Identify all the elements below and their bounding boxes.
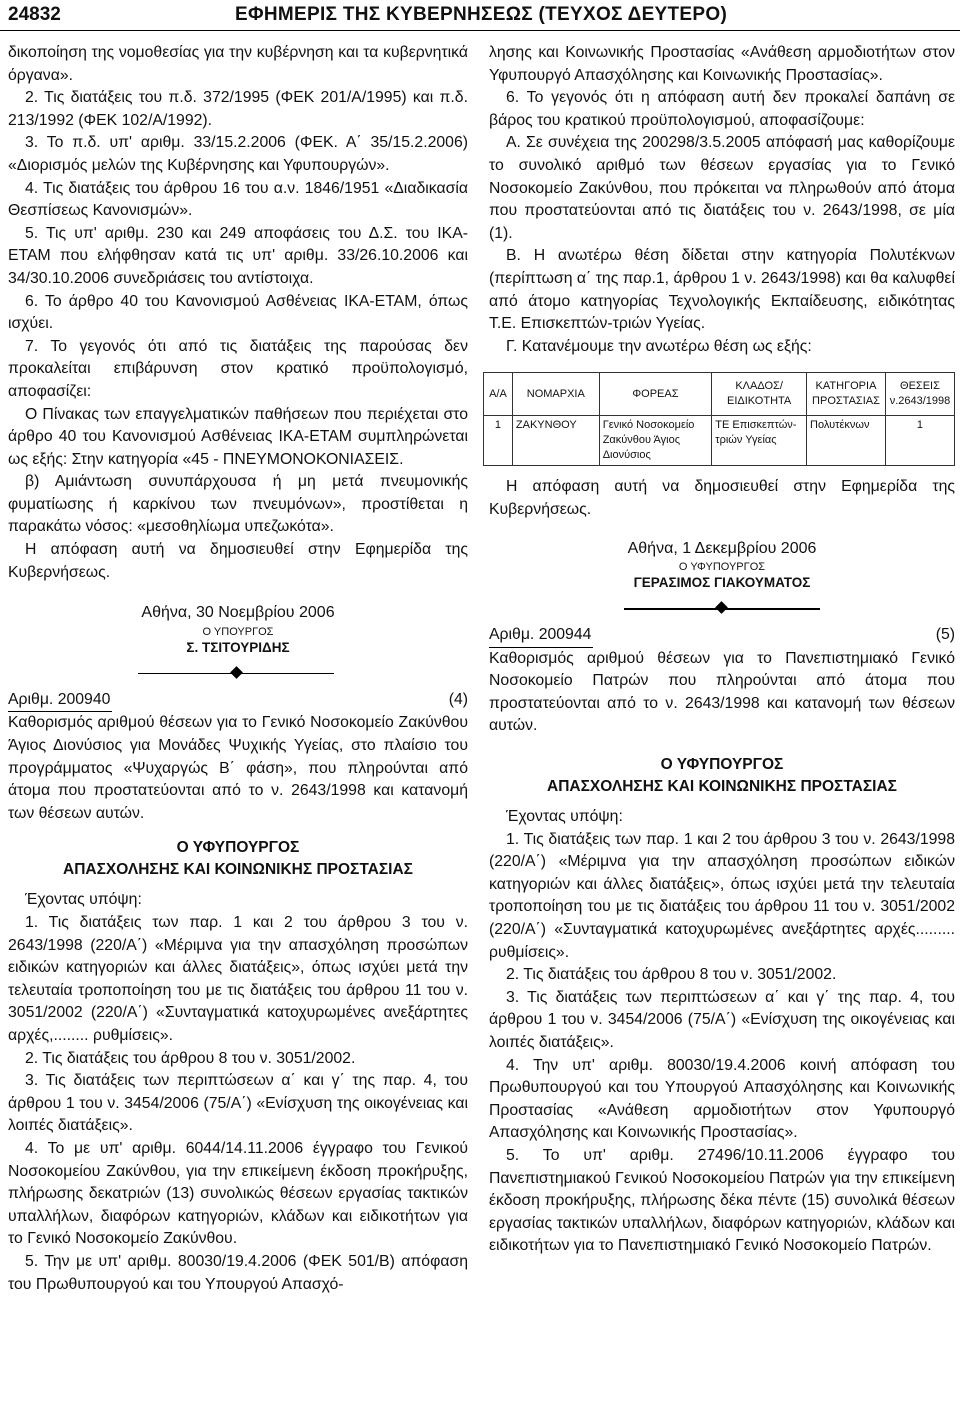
paragraph: 2. Τις διατάξεις του π.δ. 372/1995 (ΦΕΚ 201/Α/1995) και π.δ. 213/1992 (ΦΕΚ 102/Α/1992).: [8, 89, 468, 129]
decision-index: (5): [935, 626, 955, 644]
place-date: Αθήνα, 1 Δεκεμβρίου 2006: [627, 539, 817, 557]
section-separator: [8, 663, 468, 685]
paragraph: 4. Το με υπ' αριθμ. 6044/14.11.2006 έγγραφο του Γενικού Νοσοκομείου Ζακύνθου, για την επικείμενη έκδοση προκήρυξης, πλήρωσης δεκατριών (13) συνολικώς θέσεων εργασίας τακτικών υπαλλήλων, διαφόρων κατηγοριών, κλάδων και ειδικοτήτων για το Γενικό Νοσοκομείο Ζακύνθου.: [8, 1139, 468, 1248]
minister-name: ΓΕΡΑΣΙΜΟΣ ΓΙΑΚΟΥΜΑΤΟΣ: [633, 575, 811, 591]
decision-number-row: [489, 624, 955, 648]
table-cell: ΖΑΚΥΝΘΟΥ: [512, 416, 599, 466]
having-regard: Έχοντας υπόψη:: [506, 808, 623, 826]
paragraph: β) Αμιάντωση συνυπάρχουσα ή μη μετά πνευμονικής φυματίωσης ή καρκίνου των πνευμόνων», προστίθεται η παρακάτω νόσος: «μεσοθηλίωμα υπεζωκότα».: [8, 473, 468, 536]
decision-number-row: [8, 689, 468, 713]
positions-table: [483, 372, 955, 466]
diamond-icon: [230, 666, 243, 679]
minister-name: Σ. ΤΣΙΤΟΥΡΙΔΗΣ: [186, 639, 290, 655]
authority-heading: Ο ΥΦΥΠΟΥΡΓΟΣ: [176, 839, 300, 857]
page-number: 24832: [8, 4, 61, 25]
table-cell: 1: [885, 416, 954, 466]
decision-summary: Καθορισμός αριθμού θέσεων για το Γενικό Νοσοκομείο Ζακύνθου Άγιος Διονύσιος για Μονάδες Ψυχικής Υγείας, στο πλαίσιο του προγράμματος «Ψυχαργώς Β΄ φάση», που πληρούνται από άτομα που προστατεύονται από το ν. 2643/1998 και κατανομή των θέσεων αυτών.: [8, 714, 468, 822]
paragraph: 4. Την υπ' αριθμ. 80030/19.4.2006 κοινή απόφαση του Πρωθυπουργού και του Υπουργού Απασχόλησης και Κοινωνικής Προστασίας «Ανάθεση αρμοδιοτήτων στον Υφυπουργό Απασχόλησης και Κοινωνικής Προστασίας».: [489, 1056, 955, 1142]
paragraph: Α. Σε συνέχεια της 200298/3.5.2005 απόφασή μας καθορίζουμε το συνολικό αριθμό των θέσεων εργασίας για το Γενικό Νοσοκομείο Ζακύνθου, που πρόκειται να πληρωθούν από άτομα που προστατεύονται από τις διατάξεις του ν. 2643/1998, σε μία (1).: [489, 134, 955, 242]
decision-number: Αριθμ. 200940: [8, 689, 112, 713]
paragraph: Η απόφαση αυτή να δημοσιευθεί στην Εφημερίδα της Κυβερνήσεως.: [489, 478, 955, 518]
table-header-cell: ΝΟΜΑΡΧΙΑ: [512, 373, 599, 416]
authority-heading-ministry: ΑΠΑΣΧΟΛΗΣΗΣ ΚΑΙ ΚΟΙΝΩΝΙΚΗΣ ΠΡΟΣΤΑΣΙΑΣ: [547, 778, 897, 796]
paragraph: Γ. Κατανέμουμε την ανωτέρω θέση ως εξής:: [506, 337, 812, 355]
paragraph: 4. Τις διατάξεις του άρθρου 16 του α.ν. 1846/1951 «Διαδικασία Θεσπίσεως Κανονισμών».: [8, 179, 468, 220]
paragraph: 7. Το γεγονός ότι από τις διατάξεις της παρούσας δεν προκαλείται επιβάρυνση στον κρατικό προϋπολογισμό, αποφασίζει:: [8, 337, 468, 400]
table-header-cell: Α/Α: [484, 373, 513, 416]
minister-role: Ο ΥΦΥΠΟΥΡΓΟΣ: [678, 561, 766, 574]
gazette-title: ΕΦΗΜΕΡΙΣ ΤΗΣ ΚΥΒΕΡΝΗΣΕΩΣ (ΤΕΥΧΟΣ ΔΕΥΤΕΡΟ): [235, 4, 728, 25]
table-header-cell: ΚΛΑΔΟΣ/ ΕΙΔΙΚΟΤΗΤΑ: [712, 373, 807, 416]
table-header-cell: ΦΟΡΕΑΣ: [599, 373, 712, 416]
decision-summary: Καθορισμός αριθμού θέσεων για το Πανεπιστημιακό Γενικό Νοσοκομείο Πατρών που πληρούνται από άτομα που προστατεύονται από το ν. 2643/1998 και κατανομή των θέσεων αυτών.: [489, 649, 955, 735]
paragraph: Ο Πίνακας των επαγγελματικών παθήσεων που περιέχεται στο άρθρο 40 του Κανονισμού Ασθένειας ΙΚΑ-ΕΤΑΜ συμπληρώνεται ως εξής: Στην κατηγορία «45 - ΠΝΕΥΜΟΝΟΚΟΝΙΑΣΕΙΣ.: [8, 405, 468, 468]
minister-role: Ο ΥΠΟΥΡΓΟΣ: [202, 625, 274, 638]
paragraph: 6. Το άρθρο 40 του Κανονισμού Ασθένειας ΙΚΑ-ΕΤΑΜ, όπως ισχύει.: [8, 292, 468, 333]
having-regard: Έχοντας υπόψη:: [25, 891, 142, 909]
paragraph: 2. Τις διατάξεις του άρθρου 8 του ν. 3051/2002.: [506, 966, 837, 984]
paragraph: 5. Την με υπ' αριθμ. 80030/19.4.2006 (ΦΕΚ 501/Β) απόφαση του Πρωθυπουργού και του Υπουργού Απασχό-: [8, 1252, 468, 1293]
diamond-icon: [715, 601, 728, 614]
table-header-cell: ΚΑΤΗΓΟΡΙΑ ΠΡΟΣΤΑΣΙΑΣ: [807, 373, 886, 416]
decision-index: (4): [448, 690, 468, 708]
table-cell: Πολυτέκνων: [807, 416, 886, 466]
table-cell: 1: [484, 416, 513, 466]
paragraph: δικοποίηση της νομοθεσίας για την κυβέρνηση και τα κυβερνητικά όργανα».: [8, 44, 468, 84]
paragraph: 1. Τις διατάξεις των παρ. 1 και 2 του άρθρου 3 του ν. 2643/1998 (220/Α΄) «Μέριμνα για την απασχόληση προσώπων ειδικών κατηγοριών και άλλες διατάξεις», όπως ισχύει μετά την τελευταία τροποποίηση του με τις διατάξεις του άρθρου 11 του ν. 3051/2002 (220/Α΄) «Συνταγματικά κατοχυρωμένες ανεξάρτητες αρχές,........ ρυθμίσεις».: [8, 914, 468, 1044]
table-header-cell: ΘΕΣΕΙΣ ν.2643/1998: [885, 373, 954, 416]
left-column: [8, 42, 468, 1296]
paragraph: λησης και Κοινωνικής Προστασίας «Ανάθεση αρμοδιοτήτων στον Υφυπουργό Απασχόλησης και Κοινωνικής Προστασίας».: [489, 44, 955, 84]
paragraph: 5. Το υπ' αριθμ. 27496/10.11.2006 έγγραφο του Πανεπιστημιακού Γενικού Νοσοκομείου Πατρών για την επικείμενη έκδοση προκήρυξης, πλήρωσης δέκα πέντε (15) συνολικά θέσεων εργασίας τακτικών υπαλλήλων, διαφόρων κατηγοριών, κλάδων και ειδικοτήτων για το Πανεπιστημιακό Γενικό Νοσοκομείο Πατρών.: [489, 1146, 955, 1255]
table-row: [484, 416, 955, 466]
paragraph: 6. Το γεγονός ότι η απόφαση αυτή δεν προκαλεί δαπάνη σε βάρος του κρατικού προϋπολογισμού, αποφασίζουμε:: [489, 89, 955, 129]
paragraph: 3. Τις διατάξεις των περιπτώσεων α΄ και γ΄ της παρ. 4, του άρθρου 1 του ν. 3454/2006 (75/Α΄) «Ενίσχυση της οικογένειας και λοιπές διατάξεις».: [8, 1072, 468, 1135]
authority-heading: Ο ΥΦΥΠΟΥΡΓΟΣ: [660, 756, 784, 774]
paragraph: Β. Η ανωτέρω θέση δίδεται στην κατηγορία Πολυτέκνων (περίπτωση α΄ της παρ.1, άρθρου 1 ν. 2643/1998) και θα καλυφθεί από άτομο κατηγορίας Τεχνολογικής Εκπαίδευσης, ειδικότητας Τ.Ε. Επισκεπτών-τριών Υγείας.: [489, 247, 955, 333]
table-cell: Γενικό Νοσοκομείο Ζακύνθου Άγιος Διονύσιος: [599, 416, 712, 466]
authority-heading-ministry: ΑΠΑΣΧΟΛΗΣΗΣ ΚΑΙ ΚΟΙΝΩΝΙΚΗΣ ΠΡΟΣΤΑΣΙΑΣ: [63, 861, 413, 879]
paragraph: 3. Το π.δ. υπ' αριθμ. 33/15.2.2006 (ΦΕΚ. Α΄ 35/15.2.2006) «Διορισμός μελών της Κυβέρνησης και Υφυπουργών».: [8, 134, 468, 174]
paragraph: 5. Τις υπ' αριθμ. 230 και 249 αποφάσεις του Δ.Σ. του ΙΚΑ-ΕΤΑΜ που ελήφθησαν κατά τις υπ' αριθμ. 33/26.10.2006 και 34/30.10.2006 συνεδριάσεις του αντίστοιχα.: [8, 224, 468, 287]
paragraph: Η απόφαση αυτή να δημοσιευθεί στην Εφημερίδα της Κυβερνήσεως.: [8, 541, 468, 581]
decision-number: Αριθμ. 200944: [489, 624, 593, 648]
paragraph: 2. Τις διατάξεις του άρθρου 8 του ν. 3051/2002.: [25, 1049, 356, 1067]
right-column: [489, 42, 955, 1258]
paragraph: 1. Τις διατάξεις των παρ. 1 και 2 του άρθρου 3 του ν. 2643/1998 (220/Α΄) «Μέριμνα για την απασχόληση προσώπων ειδικών κατηγοριών και άλλες διατάξεις», όπως ισχύει μετά την τελευταία τροποποίηση του με τις διατάξεις του άρθρου 11 του ν. 3051/2002 (220/Α΄) «Συνταγματικά κατοχυρωμένες ανεξάρτητες αρχές......... ρυθμίσεις».: [489, 830, 955, 961]
section-separator: [489, 598, 955, 620]
paragraph: 3. Τις διατάξεις των περιπτώσεων α΄ και γ΄ της παρ. 4, του άρθρου 1 του ν. 3454/2006 (75/Α΄) «Ενίσχυση της οικογένειας και λοιπές διατάξεις».: [489, 988, 955, 1051]
place-date: Αθήνα, 30 Νοεμβρίου 2006: [141, 604, 335, 622]
page-header: [0, 0, 960, 31]
table-header-row: [484, 373, 955, 416]
table-cell: ΤΕ Επισκεπτών-τριών Υγείας: [712, 416, 807, 466]
